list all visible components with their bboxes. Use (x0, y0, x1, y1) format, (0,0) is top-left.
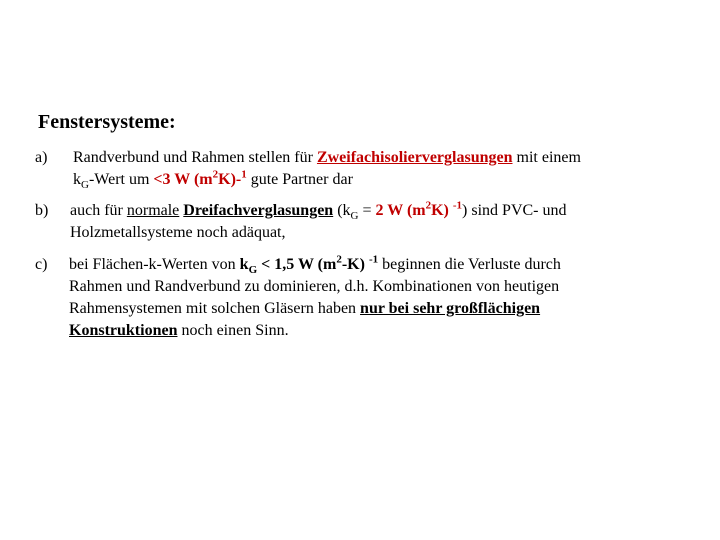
list-marker: b) (35, 202, 49, 219)
value-highlight: <3 W $(m^2K)-^1$ (153, 168, 247, 188)
underlined-term: normale (126, 202, 180, 219)
list-marker: c) (35, 256, 48, 273)
text-segment: bei Flächen-k-Werten von (69, 256, 240, 273)
subscript: G (81, 179, 89, 192)
subscript: G (350, 210, 359, 223)
page-heading: Fenstersysteme: (38, 111, 176, 133)
text-segment: (k (333, 202, 351, 219)
text-segment: ) sind PVC- und (462, 202, 567, 219)
text-segment: = (358, 202, 376, 219)
text-line: Holzmetallsysteme noch adäquat, (70, 224, 286, 241)
list-item-text (69, 254, 689, 342)
text-segment: k (73, 171, 81, 188)
list-item-text (70, 200, 690, 244)
text-segment: noch einen Sinn. (177, 322, 289, 339)
text-segment: Randverbund und Rahmen stellen für (73, 149, 317, 166)
text-line: Rahmen und Randverbund zu dominieren, d.h. Kombinationen von heutigen (69, 278, 560, 295)
text-segment: Rahmensystemen mit solchen Gläsern haben (69, 300, 361, 317)
underlined-term: Konstruktionen (69, 322, 178, 339)
text-segment: auch für (70, 202, 127, 219)
value-highlight: 2 W $(m^2K)$ $^{-1}$ (375, 199, 463, 219)
list-item-text (73, 147, 693, 191)
underlined-term: Dreifachverglasungen (183, 202, 334, 219)
value-highlight: $k_G < 1,5$ W $(m^2-K)$ $^{-1}$ (239, 253, 379, 277)
list-marker: a) (35, 149, 48, 166)
text-segment: -Wert um (88, 171, 154, 188)
highlight-term: Zweifachisolierverglasungen (316, 149, 513, 166)
underlined-term: nur bei sehr großflächigen (360, 300, 541, 317)
text-segment: mit einem (512, 149, 581, 166)
text-segment: gute Partner dar (246, 171, 353, 188)
text-segment: beginnen die Verluste durch (378, 256, 561, 273)
